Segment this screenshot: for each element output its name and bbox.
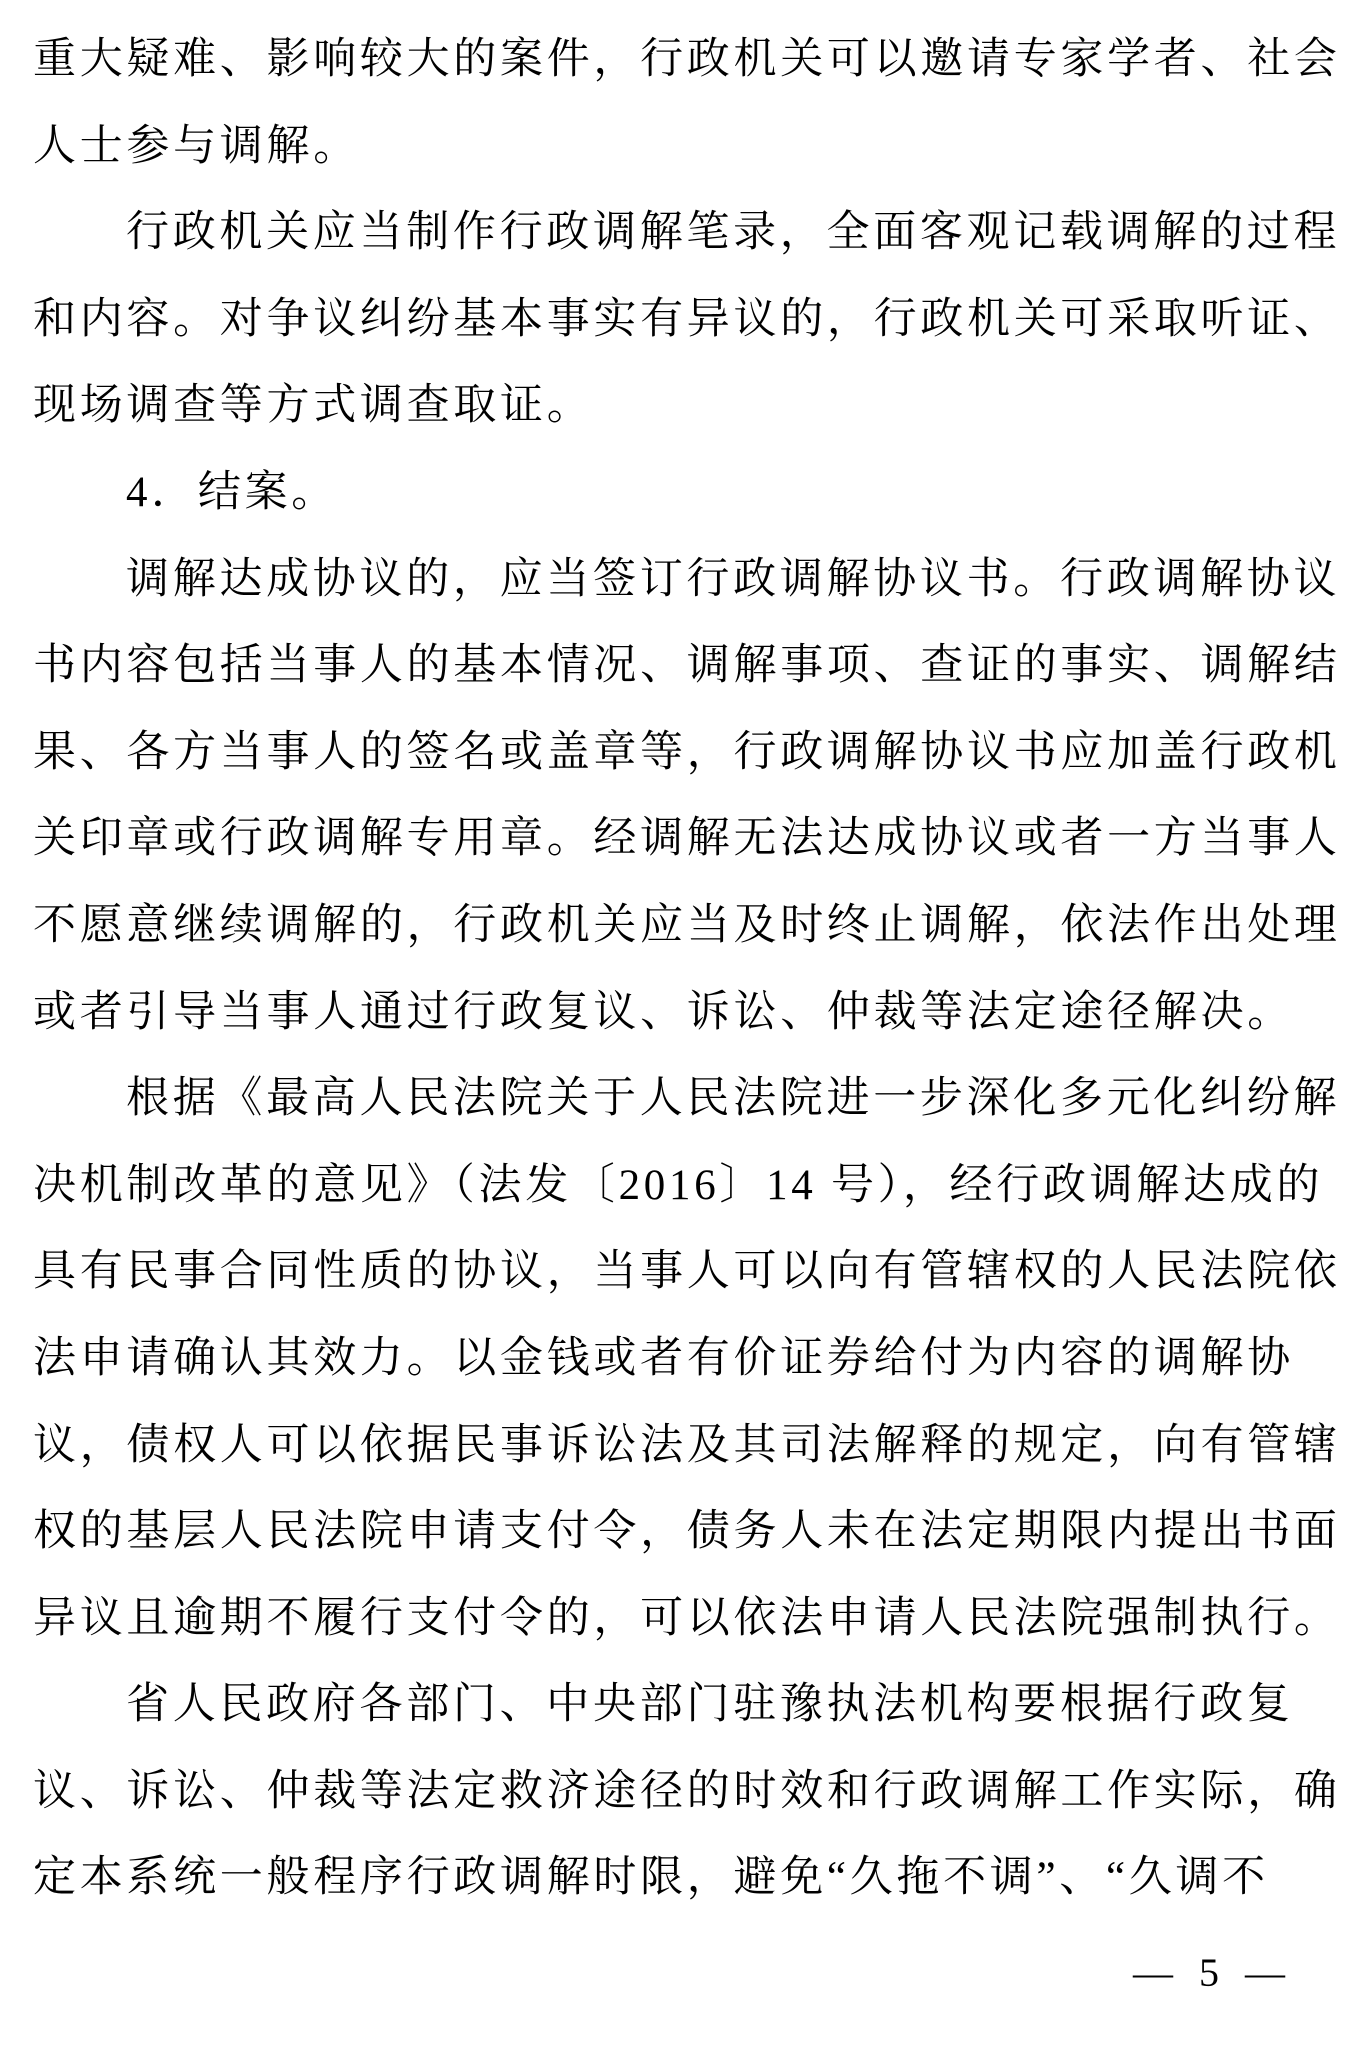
text-line: 权的基层人民法院申请支付令，债务人未在法定期限内提出书面 — [33, 1508, 1341, 1556]
text-line: 书内容包括当事人的基本情况、调解事项、查证的事实、调解结 — [33, 642, 1341, 690]
text-line: 关印章或行政调解专用章。经调解无法达成协议或者一方当事人 — [33, 815, 1341, 863]
text-line: 人士参与调解。 — [33, 122, 360, 170]
text-line: 决机制改革的意见》（法发〔2016〕14 号），经行政调解达成的 — [33, 1161, 1324, 1209]
text-line: 议、诉讼、仲裁等法定救济途径的时效和行政调解工作实际，确 — [33, 1767, 1341, 1815]
text-line: 省人民政府各部门、中央部门驻豫执法机构要根据行政复 — [126, 1681, 1294, 1729]
text-line: 议，债权人可以依据民事诉讼法及其司法解释的规定，向有管辖 — [33, 1421, 1341, 1469]
text-line: 或者引导当事人通过行政复议、诉讼、仲裁等法定途径解决。 — [33, 988, 1294, 1036]
text-line: 异议且逾期不履行支付令的，可以依法申请人民法院强制执行。 — [33, 1594, 1341, 1642]
page-number: — 5 — — [1133, 1950, 1293, 1995]
section-heading-line: 4．结案。 — [126, 468, 338, 516]
text-line: 果、各方当事人的签名或盖章等，行政调解协议书应加盖行政机 — [33, 728, 1341, 776]
text-line: 行政机关应当制作行政调解笔录，全面客观记载调解的过程 — [126, 209, 1341, 257]
text-line: 根据《最高人民法院关于人民法院进一步深化多元化纠纷解 — [126, 1075, 1341, 1123]
text-line: 重大疑难、影响较大的案件，行政机关可以邀请专家学者、社会 — [33, 36, 1341, 83]
text-line: 不愿意继续调解的，行政机关应当及时终止调解，依法作出处理 — [33, 901, 1341, 949]
text-line: 调解达成协议的，应当签订行政调解协议书。行政调解协议 — [126, 555, 1341, 603]
text-line: 法申请确认其效力。以金钱或者有价证券给付为内容的调解协 — [33, 1334, 1294, 1382]
text-line: 定本系统一般程序行政调解时限，避免“久拖不调”、“久调不 — [33, 1854, 1269, 1902]
text-line: 和内容。对争议纠纷基本事实有异议的，行政机关可采取听证、 — [33, 295, 1341, 343]
text-line: 具有民事合同性质的协议，当事人可以向有管辖权的人民法院依 — [33, 1248, 1341, 1296]
text-line: 现场调查等方式调查取证。 — [33, 382, 594, 430]
